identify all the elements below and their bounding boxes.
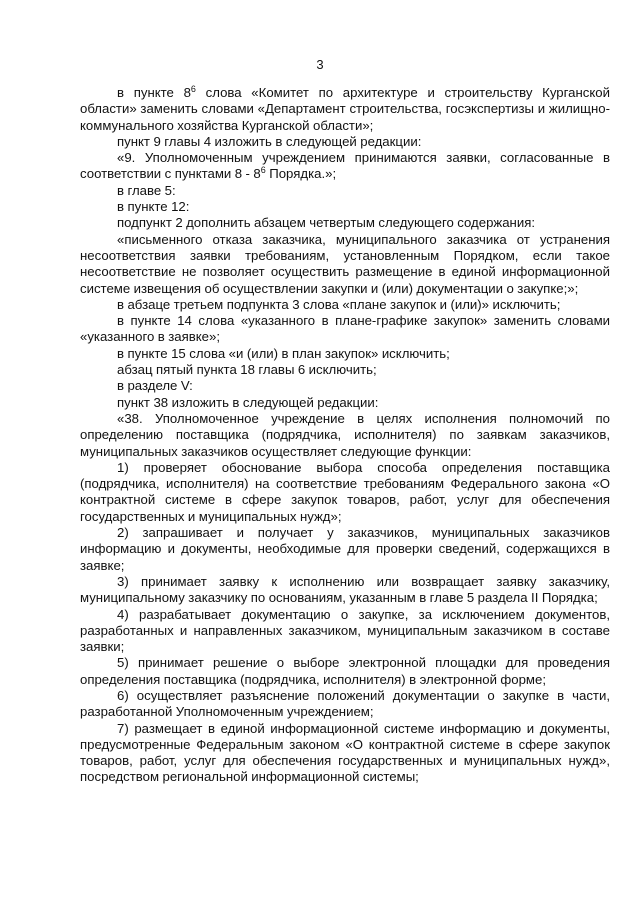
list-item-function-4: 4) разрабатывает документацию о закупке, за исключением документов, разработанных и направленных заказчиком, муниципальным заказчиком в составе заявки; [80,606,610,655]
paragraph-point-38-header: пункт 38 изложить в следующей редакции: [117,394,379,410]
paragraph-point-15: в пункте 15 слова «и (или) в план закупок» исключить; [117,345,450,361]
list-item-function-5: 5) принимает решение о выборе электронной площадки для проведения определения поставщика (подрядчика, исполнителя) в электронной форме; [80,655,610,687]
paragraph-point-9-text: «9. Уполномоченным учреждением принимаются заявки, согласованные в соответствии с пунктами $8 - 8^6$ Порядка.»; [80,150,610,182]
superscript: 6 [260,165,266,176]
document-body [80,85,610,786]
list-item-function-7: 7) размещает в единой информационной системе информацию и документы, предусмотренные Федеральным законом «О контрактной системе в сфере закупок товаров, работ, услуг для обеспечения государственных и муниципальных нужд», посредством региональной информационной системы; [80,720,610,785]
paragraph-subpoint-3: в абзаце третьем подпункта 3 слова «плане закупок и (или)» исключить; [117,296,561,312]
paragraph-point-38-text: «38. Уполномоченное учреждение в целях исполнения полномочий по определению поставщика (подрядчика, исполнителя) по заявкам заказчиков, муниципальных заказчиков осуществляет следующие функции: [80,410,610,459]
paragraph-refusal-text: «письменного отказа заказчика, муниципального заказчика от устранения несоответствия заявки требованиям, установленным Порядком, если такое несоответствие не позволяет осуществить размещение в единой информационной системе извещения об осуществлении закупки и (или) документации о закупке;»; [80,231,610,296]
paragraph-point-9-header: пункт 9 главы 4 изложить в следующей редакции: [117,133,422,149]
list-item-function-1: 1) проверяет обоснование выбора способа определения поставщика (подрядчика, исполнителя) на соответствие требованиям Федерального закона «О контрактной системе в сфере закупок товаров, работ, услуг для обеспечения государственных и муниципальных нужд»; [80,459,610,524]
paragraph-subpoint-2: подпункт 2 дополнить абзацем четвертым следующего содержания: [117,215,536,231]
paragraph-point-14: в пункте 14 слова «указанного в плане-графике закупок» заменить словами «указанного в заявке»; [80,313,610,345]
page-number: 3 [316,57,324,72]
paragraph-point-18: абзац пятый пункта 18 главы 6 исключить; [117,362,377,378]
paragraph-section-v: в разделе V: [117,378,193,394]
paragraph-point-12: в пункте 12: [117,199,190,215]
superscript: 6 [190,84,196,94]
paragraph-chapter-5: в главе 5: [117,182,176,198]
list-item-function-2: 2) запрашивает и получает у заказчиков, муниципальных заказчиков информацию и документы, необходимые для проверки сведений, содержащихся в заявке; [80,525,610,573]
paragraph-amend-point-8-6: в пункте $8^6$ слова «Комитет по архитектуре и строительству Курганской области» заменить словами «Департамент строительства, госэкспертизы и жилищно-коммунального хозяйства Курганской области»; [80,84,610,133]
list-item-function-6: 6) осуществляет разъяснение положений документации о закупке в части, разработанной Уполномоченным учреждением; [80,687,610,720]
list-item-function-3: 3) принимает заявку к исполнению или возвращает заявку заказчику, муниципальному заказчику по основаниям, указанным в главе 5 раздела II Порядка; [80,573,610,606]
